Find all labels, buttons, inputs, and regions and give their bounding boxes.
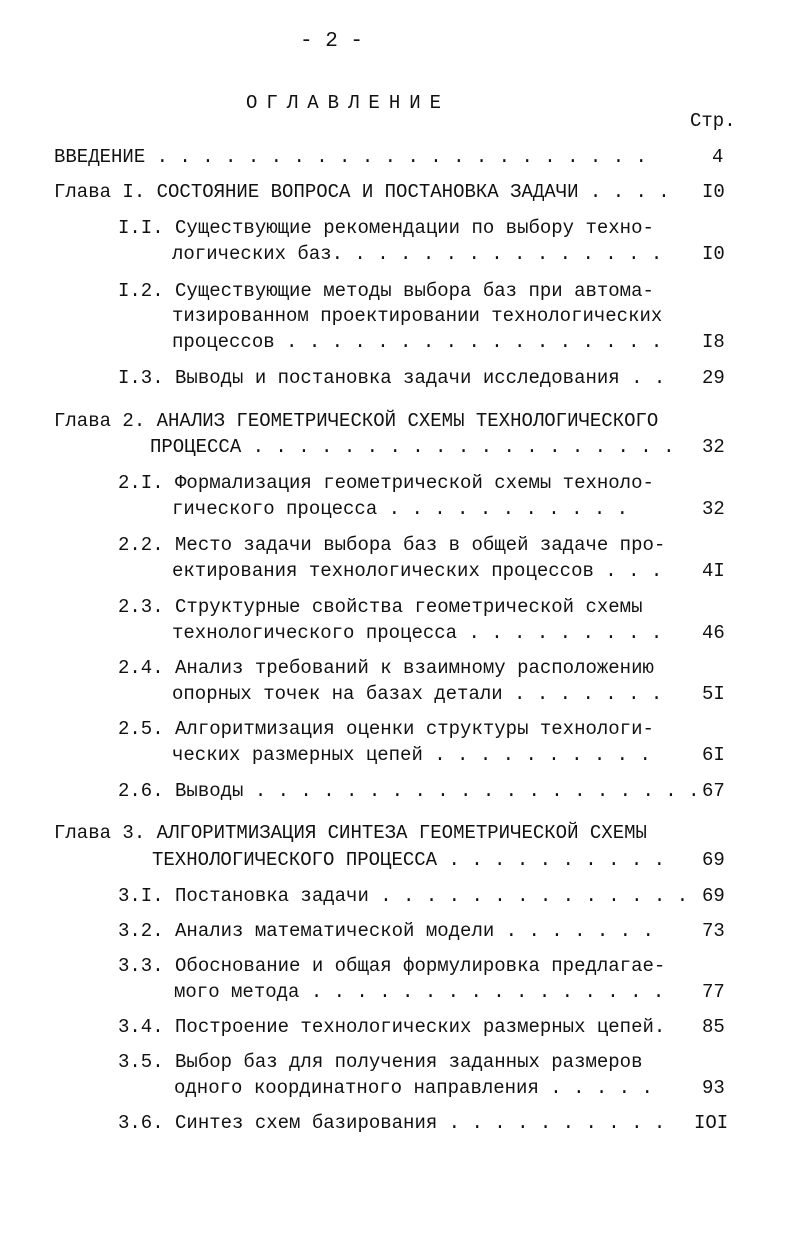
toc-line: ВВЕДЕНИЕ . . . . . . . . . . . . . . . . . . . . . . <box>54 146 647 168</box>
toc-line: 3.3. Обоснование и общая формулировка предлагае- <box>118 955 666 977</box>
toc-line: ТЕХНОЛОГИЧЕСКОГО ПРОЦЕССА . . . . . . . . . . <box>152 849 666 871</box>
toc-line: технологического процесса . . . . . . . . . <box>172 622 663 644</box>
toc-line: 2.5. Алгоритмизация оценки структуры технологи- <box>118 718 654 740</box>
toc-line: ПРОЦЕССА . . . . . . . . . . . . . . . . . . . <box>150 436 675 458</box>
toc-line: 2.2. Место задачи выбора баз в общей задаче про- <box>118 534 666 556</box>
toc-line: 2.3. Структурные свойства геометрической схемы <box>118 596 643 618</box>
toc-page-number: 4I <box>702 560 725 582</box>
page-number: - 2 - <box>300 30 364 53</box>
toc-line: одного координатного направления . . . . . <box>174 1077 653 1099</box>
toc-line: гического процесса . . . . . . . . . . . <box>172 498 629 520</box>
toc-page-number: 4 <box>712 146 724 168</box>
toc-line: I.I. Существующие рекомендации по выбору техно- <box>118 217 654 239</box>
toc-line: 3.I. Постановка задачи . . . . . . . . . . . . . . <box>118 885 689 907</box>
toc-line: 3.5. Выбор баз для получения заданных размеров <box>118 1051 643 1073</box>
toc-page-number: I0 <box>702 243 725 265</box>
toc-line: Глава I. СОСТОЯНИЕ ВОПРОСА И ПОСТАНОВКА ЗАДАЧИ . . . . <box>54 181 670 203</box>
toc-page-number: 29 <box>702 367 725 389</box>
page-column-header: Стр. <box>690 110 736 132</box>
toc-page-number: 85 <box>702 1016 725 1038</box>
toc-line: Глава 2. АНАЛИЗ ГЕОМЕТРИЧЕСКОЙ СХЕМЫ ТЕХНОЛОГИЧЕСКОГО <box>54 410 659 432</box>
toc-line: ектирования технологических процессов . . . <box>172 560 663 582</box>
toc-line: процессов . . . . . . . . . . . . . . . . . <box>172 331 663 353</box>
toc-page-number: IOI <box>694 1112 729 1134</box>
toc-page-number: 5I <box>702 683 725 705</box>
toc-line: мого метода . . . . . . . . . . . . . . . . <box>174 981 665 1003</box>
toc-line: логических баз. . . . . . . . . . . . . . . <box>172 243 663 265</box>
toc-line: ческих размерных цепей . . . . . . . . . . <box>172 744 651 766</box>
toc-line: I.3. Выводы и постановка задачи исследования . . <box>118 367 666 389</box>
toc-page-number: 93 <box>702 1077 725 1099</box>
toc-page-number: 73 <box>702 920 725 942</box>
toc-line: опорных точек на базах детали . . . . . . . <box>172 683 663 705</box>
toc-line: 2.I. Формализация геометрической схемы техноло- <box>118 472 654 494</box>
toc-line: тизированном проектировании технологических <box>172 305 663 327</box>
toc-page-number: 46 <box>702 622 725 644</box>
toc-page-number: 67 <box>702 780 725 802</box>
toc-line: 2.4. Анализ требований к взаимному расположению <box>118 657 654 679</box>
toc-line: 3.6. Синтез схем базирования . . . . . . . . . . <box>118 1112 666 1134</box>
toc-line: Глава 3. АЛГОРИТМИЗАЦИЯ СИНТЕЗА ГЕОМЕТРИЧЕСКОЙ СХЕМЫ <box>54 822 647 844</box>
toc-page-number: 32 <box>702 498 725 520</box>
toc-page-number: 32 <box>702 436 725 458</box>
page-title: ОГЛАВЛЕНИЕ <box>246 92 451 114</box>
toc-line: 2.6. Выводы . . . . . . . . . . . . . . . . . . . . <box>118 780 700 802</box>
toc-line: I.2. Существующие методы выбора баз при автома- <box>118 280 654 302</box>
toc-page-number: I8 <box>702 331 725 353</box>
toc-page-number: 69 <box>702 885 725 907</box>
toc-page-number: 77 <box>702 981 725 1003</box>
toc-line: 3.2. Анализ математической модели . . . . . . . <box>118 920 654 942</box>
toc-page-number: 6I <box>702 744 725 766</box>
toc-page-number: 69 <box>702 849 725 871</box>
toc-page-number: I0 <box>702 181 725 203</box>
toc-line: 3.4. Построение технологических размерных цепей. <box>118 1016 666 1038</box>
